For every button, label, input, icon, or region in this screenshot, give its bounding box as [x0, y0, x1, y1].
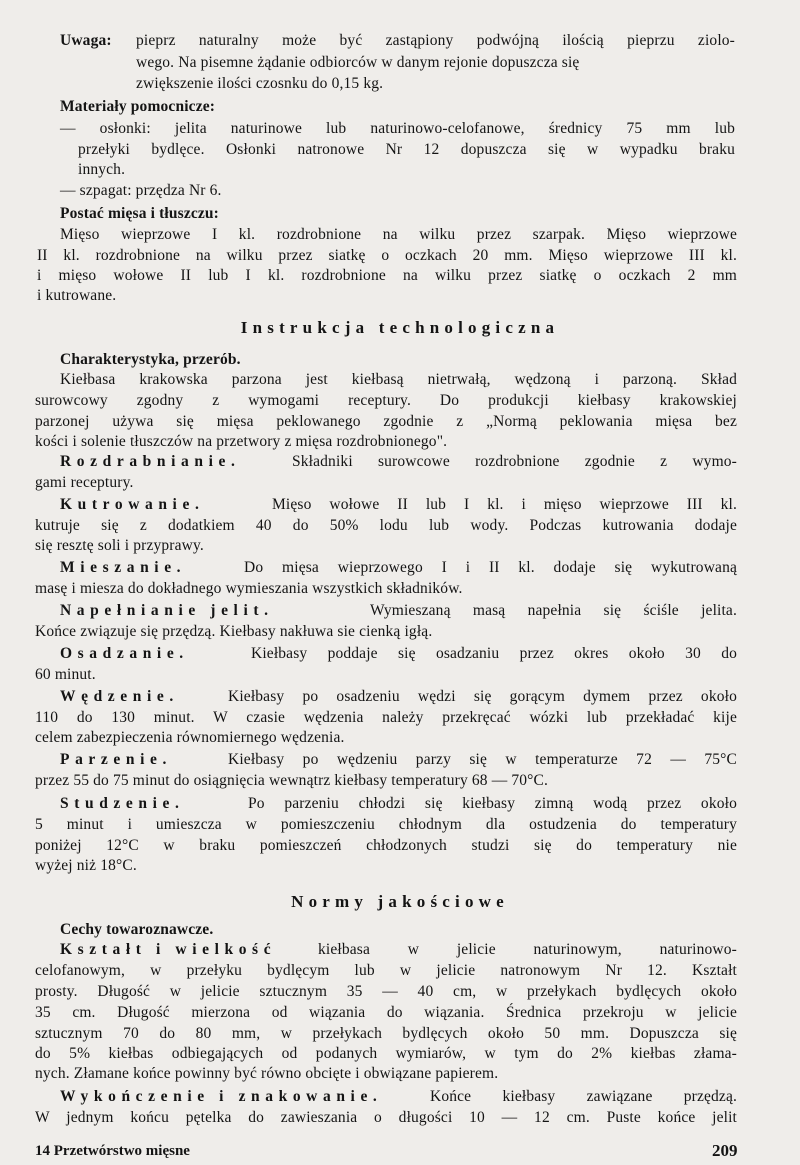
- step-line: wyżej niż 18°C.: [35, 857, 137, 874]
- quality-sub-heading: Cechy towaroznawcze.: [60, 921, 214, 938]
- shape-line: 35 cm. Długość mierzona od wiązania do wiązania. Średnica przekroju w jelicie: [35, 1004, 737, 1021]
- step-line: Końce związuje się przędzą. Kiełbasy nakłuwa sie cienką igłą.: [35, 623, 433, 640]
- step-line: gami receptury.: [35, 474, 134, 491]
- shape-line: sztucznym 70 do 80 mm, w przełykach bydlęcych około 50 mm. Dopuszcza się: [35, 1025, 737, 1042]
- step-line: Do mięsa wieprzowego I i II kl. dodaje się wykutrowaną: [244, 559, 737, 576]
- aux-line: — osłonki: jelita naturinowe lub naturinowo-celofanowe, średnicy 75 mm lub: [60, 120, 735, 137]
- step-term: Rozdrabnianie.: [60, 453, 241, 470]
- meat-line: i kutrowane.: [37, 287, 117, 304]
- aux-line: przełyki bydlęce. Osłonki natronowe Nr 12 dopuszcza się w wypadku braku: [78, 141, 735, 158]
- note-line: wego. Na pisemne żądanie odbiorców w danym rejonie dopuszcza się: [136, 54, 580, 71]
- tech-char-heading: Charakterystyka, przerób.: [60, 351, 241, 368]
- step-line: Kiełbasy poddaje się osadzaniu przez okres około 30 do: [251, 645, 737, 662]
- step-line: 5 minut i umieszcza w pomieszczeniu chłodnym dla ostudzenia do temperatury: [35, 816, 737, 833]
- tech-intro-line: parzonej używa się mięsa peklowanego zgodnie z „Normą peklowania mięsa bez: [35, 413, 737, 430]
- shape-line: nych. Złamane końce powinny być równo obcięte i obwiązane papierem.: [35, 1065, 499, 1082]
- step-line: Składniki surowcowe rozdrobnione zgodnie z wymo-: [292, 453, 737, 470]
- step-line: kutruje się z dodatkiem 40 do 50% lodu lub wody. Podczas kutrowania dodaje: [35, 517, 737, 534]
- aux-line: — szpagat: przędza Nr 6.: [60, 182, 222, 199]
- meat-line: Mięso wieprzowe I kl. rozdrobnione na wilku przez szarpak. Mięso wieprzowe: [60, 226, 737, 243]
- note-label: Uwaga:: [60, 32, 112, 49]
- step-line: się resztę soli i przyprawy.: [35, 537, 204, 554]
- step-line: 60 minut.: [35, 666, 96, 683]
- finish-line: W jednym końcu pętelka do zawieszania o długości 10 — 12 cm. Puste końce jelit: [35, 1109, 737, 1126]
- step-line: masę i miesza do dokładnego wymieszania wszystkich składników.: [35, 580, 463, 597]
- shape-term: Kształt i wielkość: [60, 941, 277, 958]
- shape-line: celofanowym, w przełyku bydlęcym lub w jelicie natronowym Nr 12. Kształt: [35, 962, 737, 979]
- footer-title: 14 Przetwórstwo mięsne: [35, 1143, 190, 1159]
- step-term: Mieszanie.: [60, 559, 187, 576]
- step-line: przez 55 do 75 minut do osiągnięcia wewnątrz kiełbasy temperatury 68 — 70°C.: [35, 772, 549, 789]
- step-term: Osadzanie.: [60, 645, 189, 662]
- aux-heading: Materiały pomocnicze:: [60, 98, 216, 115]
- step-line: 110 do 130 minut. W czasie wędzenia należy przekręcać wózki lub przekładać kije: [35, 709, 737, 726]
- meat-line: II kl. rozdrobnione na wilku przez siatkę o oczkach 20 mm. Mięso wieprzowe III kl.: [37, 247, 737, 264]
- shape-line: do 5% kiełbas odbiegających od podanych wymiarów, w tym do 2% kiełbas złama-: [35, 1045, 737, 1062]
- aux-line: innych.: [78, 161, 126, 178]
- note-line: pieprz naturalny może być zastąpiony podwójną ilością pieprzu ziolo-: [136, 32, 735, 49]
- tech-intro-line: surowcowy zgodny z wymogami receptury. Do produkcji kiełbasy krakowskiej: [35, 392, 737, 409]
- finish-line: Końce kiełbasy zawiązane przędzą.: [430, 1088, 737, 1105]
- page-number: 209: [712, 1141, 738, 1160]
- tech-section-title: Instrukcja technologiczna: [240, 318, 560, 337]
- step-term: Napełnianie jelit.: [60, 602, 274, 619]
- shape-line: kiełbasa w jelicie naturinowym, naturinowo-: [318, 941, 737, 958]
- step-term: Wędzenie.: [60, 688, 179, 705]
- step-line: Po parzeniu chłodzi się kiełbasy zimną wodą przez około: [248, 795, 737, 812]
- step-line: Mięso wołowe II lub I kl. i mięso wieprzowe III kl.: [272, 496, 737, 513]
- tech-intro-line: kości i solenie tłuszczów na przetwory z mięsa rozdrobnionego".: [35, 433, 448, 450]
- step-line: celem zabezpieczenia równomiernego wędzenia.: [35, 729, 345, 746]
- step-line: Kiełbasy po wędzeniu parzy się w temperaturze 72 — 75°C: [228, 751, 737, 768]
- tech-intro-line: Kiełbasa krakowska parzona jest kiełbasą nietrwałą, wędzoną i parzoną. Skład: [60, 371, 737, 388]
- step-term: Parzenie.: [60, 751, 172, 768]
- step-term: Studzenie.: [60, 795, 185, 812]
- step-line: poniżej 12°C w braku pomieszczeń chłodzonych studzi się do temperatury nie: [35, 837, 737, 854]
- step-line: Wymieszaną masą napełnia się ściśle jelita.: [370, 602, 737, 619]
- finish-term: Wykończenie i znakowanie.: [60, 1088, 383, 1105]
- step-term: Kutrowanie.: [60, 496, 205, 513]
- meat-line: i mięso wołowe II lub I kl. rozdrobnione na wilku przez siatkę o oczkach 2 mm: [37, 267, 737, 284]
- shape-line: prosty. Długość w jelicie sztucznym 35 — 40 cm, w przełykach bydlęcych około: [35, 983, 737, 1000]
- quality-section-title: Normy jakościowe: [291, 892, 509, 911]
- step-line: Kiełbasy po osadzeniu wędzi się gorącym dymem przez około: [228, 688, 737, 705]
- note-line: zwiększenie ilości czosnku do 0,15 kg.: [136, 75, 384, 92]
- meat-heading: Postać mięsa i tłuszczu:: [60, 205, 219, 222]
